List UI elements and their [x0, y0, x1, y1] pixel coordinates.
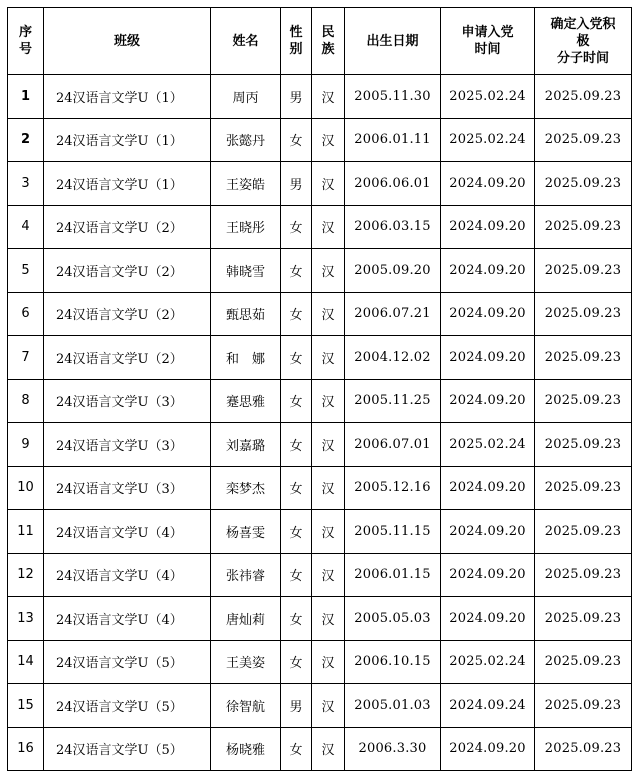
cell-gender: 女	[281, 292, 312, 336]
cell-gender: 男	[281, 684, 312, 728]
cell-ethnicity: 汉	[312, 118, 345, 162]
cell-index: 15	[8, 684, 44, 728]
cell-class: 24汉语言文学U（4）	[44, 553, 211, 597]
cell-ethnicity: 汉	[312, 423, 345, 467]
table-row	[8, 466, 632, 510]
cell-index: 3	[8, 162, 44, 206]
table-row	[8, 423, 632, 467]
cell-apply-date: 2024.09.20	[441, 162, 535, 206]
cell-index: 8	[8, 379, 44, 423]
cell-apply-date: 2024.09.24	[441, 684, 535, 728]
header-name: 姓名	[211, 8, 281, 75]
cell-class: 24汉语言文学U（5）	[44, 727, 211, 771]
header-activist-date: 确定入党积 极 分子时间	[535, 8, 632, 75]
cell-ethnicity: 汉	[312, 205, 345, 249]
cell-activist-date: 2025.09.23	[535, 466, 632, 510]
cell-gender: 女	[281, 205, 312, 249]
cell-activist-date: 2025.09.23	[535, 379, 632, 423]
cell-birth-date: 2004.12.02	[345, 336, 441, 380]
header-birth-date: 出生日期	[345, 8, 441, 75]
cell-ethnicity: 汉	[312, 727, 345, 771]
cell-class: 24汉语言文学U（4）	[44, 510, 211, 554]
cell-index: 4	[8, 205, 44, 249]
cell-name: 甄思茹	[211, 292, 281, 336]
cell-activist-date: 2025.09.23	[535, 162, 632, 206]
activist-roster-table	[7, 7, 632, 771]
cell-class: 24汉语言文学U（3）	[44, 466, 211, 510]
cell-activist-date: 2025.09.23	[535, 684, 632, 728]
cell-ethnicity: 汉	[312, 336, 345, 380]
cell-apply-date: 2025.02.24	[441, 75, 535, 119]
cell-activist-date: 2025.09.23	[535, 553, 632, 597]
cell-gender: 女	[281, 423, 312, 467]
table-row	[8, 379, 632, 423]
cell-apply-date: 2024.09.20	[441, 379, 535, 423]
cell-apply-date: 2024.09.20	[441, 292, 535, 336]
table-row	[8, 553, 632, 597]
cell-apply-date: 2024.09.20	[441, 727, 535, 771]
cell-birth-date: 2006.03.15	[345, 205, 441, 249]
cell-apply-date: 2024.09.20	[441, 510, 535, 554]
table-row	[8, 118, 632, 162]
header-gender: 性 别	[281, 8, 312, 75]
cell-gender: 女	[281, 727, 312, 771]
header-apply-date: 申请入党 时间	[441, 8, 535, 75]
cell-index: 10	[8, 466, 44, 510]
cell-birth-date: 2006.01.11	[345, 118, 441, 162]
cell-gender: 女	[281, 379, 312, 423]
cell-birth-date: 2005.11.25	[345, 379, 441, 423]
cell-apply-date: 2024.09.20	[441, 466, 535, 510]
cell-gender: 女	[281, 640, 312, 684]
cell-class: 24汉语言文学U（1）	[44, 118, 211, 162]
cell-index: 13	[8, 597, 44, 641]
table-row	[8, 597, 632, 641]
cell-ethnicity: 汉	[312, 379, 345, 423]
cell-name: 韩晓雪	[211, 249, 281, 293]
cell-birth-date: 2005.11.30	[345, 75, 441, 119]
table-row	[8, 292, 632, 336]
cell-apply-date: 2025.02.24	[441, 640, 535, 684]
cell-class: 24汉语言文学U（4）	[44, 597, 211, 641]
cell-name: 唐灿莉	[211, 597, 281, 641]
cell-ethnicity: 汉	[312, 640, 345, 684]
cell-birth-date: 2006.3.30	[345, 727, 441, 771]
header-ethnicity: 民 族	[312, 8, 345, 75]
cell-activist-date: 2025.09.23	[535, 640, 632, 684]
cell-name: 王姿皓	[211, 162, 281, 206]
cell-index: 9	[8, 423, 44, 467]
cell-class: 24汉语言文学U（5）	[44, 640, 211, 684]
cell-birth-date: 2005.11.15	[345, 510, 441, 554]
cell-class: 24汉语言文学U（1）	[44, 75, 211, 119]
cell-activist-date: 2025.09.23	[535, 423, 632, 467]
cell-apply-date: 2024.09.20	[441, 553, 535, 597]
cell-birth-date: 2005.05.03	[345, 597, 441, 641]
cell-name: 杨喜雯	[211, 510, 281, 554]
cell-name: 张懿丹	[211, 118, 281, 162]
cell-name: 徐智航	[211, 684, 281, 728]
cell-gender: 男	[281, 75, 312, 119]
cell-index: 11	[8, 510, 44, 554]
cell-class: 24汉语言文学U（3）	[44, 379, 211, 423]
cell-ethnicity: 汉	[312, 292, 345, 336]
cell-activist-date: 2025.09.23	[535, 118, 632, 162]
cell-gender: 女	[281, 597, 312, 641]
cell-name: 栾梦杰	[211, 466, 281, 510]
cell-index: 1	[8, 75, 44, 119]
cell-index: 16	[8, 727, 44, 771]
cell-index: 7	[8, 336, 44, 380]
cell-birth-date: 2005.09.20	[345, 249, 441, 293]
cell-gender: 女	[281, 336, 312, 380]
cell-gender: 男	[281, 162, 312, 206]
cell-apply-date: 2024.09.20	[441, 205, 535, 249]
cell-activist-date: 2025.09.23	[535, 727, 632, 771]
cell-class: 24汉语言文学U（3）	[44, 423, 211, 467]
table-row	[8, 510, 632, 554]
cell-class: 24汉语言文学U（2）	[44, 292, 211, 336]
table-row	[8, 162, 632, 206]
table-header-row	[8, 8, 632, 75]
table-row	[8, 640, 632, 684]
cell-ethnicity: 汉	[312, 466, 345, 510]
cell-class: 24汉语言文学U（1）	[44, 162, 211, 206]
table-row	[8, 205, 632, 249]
table-row	[8, 75, 632, 119]
cell-birth-date: 2006.07.21	[345, 292, 441, 336]
cell-index: 2	[8, 118, 44, 162]
cell-birth-date: 2005.01.03	[345, 684, 441, 728]
cell-name: 王晓彤	[211, 205, 281, 249]
cell-activist-date: 2025.09.23	[535, 336, 632, 380]
header-class: 班级	[44, 8, 211, 75]
cell-ethnicity: 汉	[312, 684, 345, 728]
cell-apply-date: 2025.02.24	[441, 118, 535, 162]
cell-birth-date: 2006.10.15	[345, 640, 441, 684]
table-row	[8, 684, 632, 728]
cell-index: 5	[8, 249, 44, 293]
cell-apply-date: 2024.09.20	[441, 336, 535, 380]
cell-activist-date: 2025.09.23	[535, 510, 632, 554]
cell-name: 周丙	[211, 75, 281, 119]
cell-birth-date: 2006.07.01	[345, 423, 441, 467]
cell-ethnicity: 汉	[312, 510, 345, 554]
cell-activist-date: 2025.09.23	[535, 292, 632, 336]
cell-index: 12	[8, 553, 44, 597]
cell-activist-date: 2025.09.23	[535, 597, 632, 641]
cell-class: 24汉语言文学U（2）	[44, 336, 211, 380]
cell-birth-date: 2006.01.15	[345, 553, 441, 597]
cell-ethnicity: 汉	[312, 249, 345, 293]
cell-class: 24汉语言文学U（2）	[44, 249, 211, 293]
cell-gender: 女	[281, 553, 312, 597]
cell-activist-date: 2025.09.23	[535, 249, 632, 293]
cell-apply-date: 2024.09.20	[441, 249, 535, 293]
cell-gender: 女	[281, 118, 312, 162]
cell-index: 6	[8, 292, 44, 336]
cell-ethnicity: 汉	[312, 597, 345, 641]
cell-gender: 女	[281, 510, 312, 554]
cell-activist-date: 2025.09.23	[535, 205, 632, 249]
cell-ethnicity: 汉	[312, 75, 345, 119]
cell-name: 王美姿	[211, 640, 281, 684]
cell-name: 蹇思雅	[211, 379, 281, 423]
cell-name: 和 娜	[211, 336, 281, 380]
cell-name: 杨晓雅	[211, 727, 281, 771]
cell-ethnicity: 汉	[312, 162, 345, 206]
cell-activist-date: 2025.09.23	[535, 75, 632, 119]
cell-apply-date: 2025.02.24	[441, 423, 535, 467]
table-row	[8, 336, 632, 380]
cell-name: 张祎睿	[211, 553, 281, 597]
cell-name: 刘嘉璐	[211, 423, 281, 467]
table-row	[8, 249, 632, 293]
cell-index: 14	[8, 640, 44, 684]
cell-class: 24汉语言文学U（2）	[44, 205, 211, 249]
table-row	[8, 727, 632, 771]
cell-ethnicity: 汉	[312, 553, 345, 597]
cell-birth-date: 2005.12.16	[345, 466, 441, 510]
cell-apply-date: 2024.09.20	[441, 597, 535, 641]
cell-class: 24汉语言文学U（5）	[44, 684, 211, 728]
cell-gender: 女	[281, 466, 312, 510]
cell-gender: 女	[281, 249, 312, 293]
cell-birth-date: 2006.06.01	[345, 162, 441, 206]
header-index: 序 号	[8, 8, 44, 75]
